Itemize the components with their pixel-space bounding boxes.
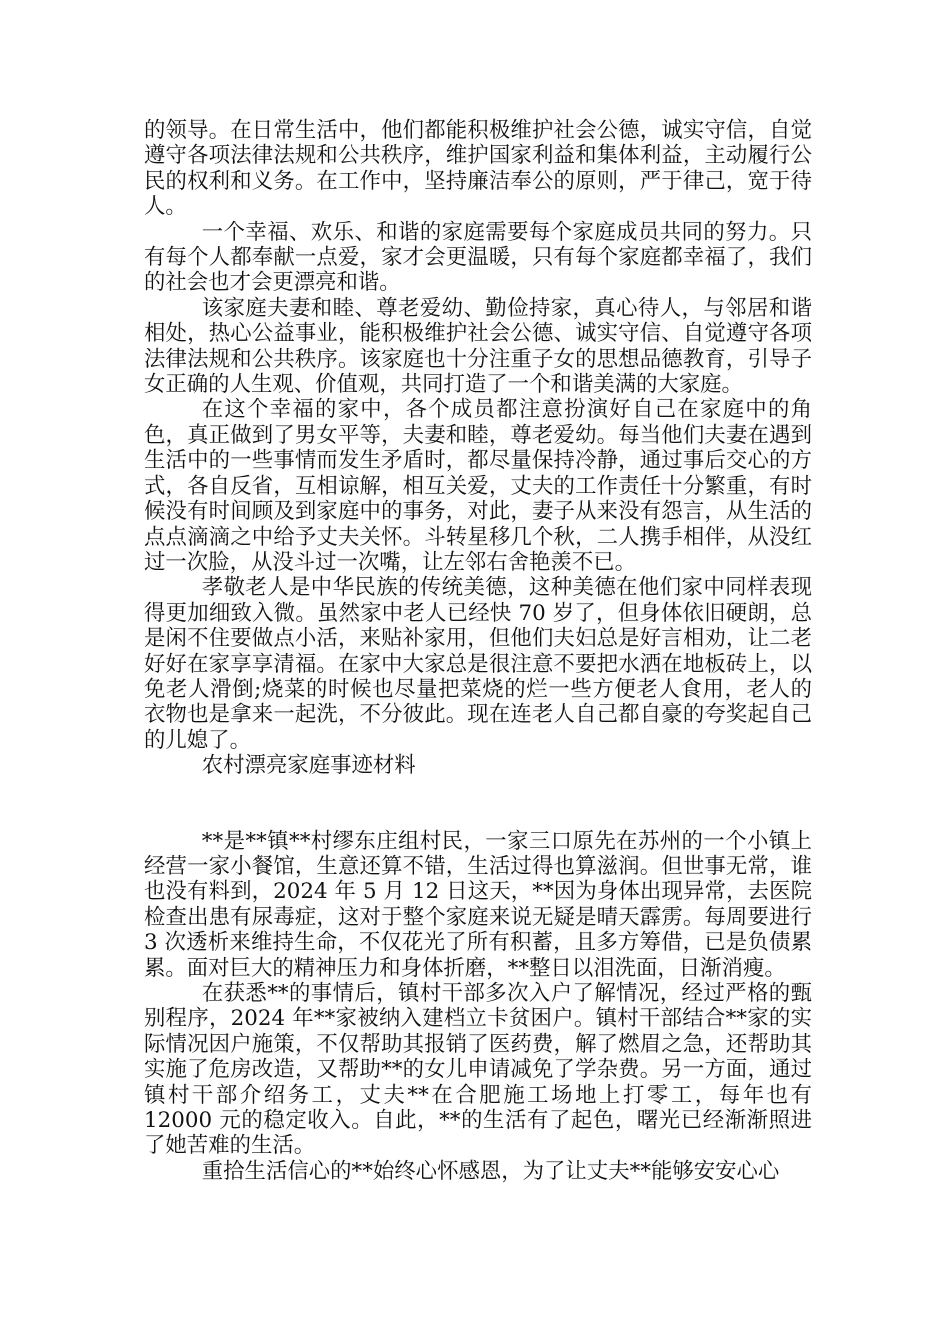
paragraph-8: 重拾生活信心的**始终心怀感恩，为了让丈夫**能够安安心心 (201, 1158, 780, 1184)
paragraph-6: **是**镇**村缪东庄组村民，一家三口原先在苏州的一个小镇上经营一家小餐馆，生意还算不错，生活过得也算滋润。但世事无常，谁也没有料到，2024 年 5 月 12 日这天，**因为身体出现异常，去医院检查出患有尿毒症，这对于整个家庭来说无疑是晴天霹雳。每周要进行 3 次透析来维持生命，不仅花光了所有积蓄，且多方筹借，已是负债累累。面对巨大的精神压力和身体折磨，**整日以泪洗面，日渐消瘦。 (144, 828, 812, 981)
paragraph-1: 的领导。在日常生活中，他们都能积极维护社会公德，诚实守信，自觉遵守各项法律法规和公共秩序，维护国家利益和集体利益，主动履行公民的权利和义务。在工作中，坚持廉洁奉公的原则，严于律己，宽于待人。 (144, 118, 812, 220)
section-title: 农村漂亮家庭事迹材料 (201, 753, 416, 779)
paragraph-4: 在这个幸福的家中，各个成员都注意扮演好自己在家庭中的角色，真正做到了男女平等，夫妻和睦，尊老爱幼。每当他们夫妻在遇到生活中的一些事情而发生矛盾时，都尽量保持冷静，通过事后交心的方式，各自反省，互相谅解，相互关爱，丈夫的工作责任十分繁重，有时候没有时间顾及到家庭中的事务，对此，妻子从来没有怨言，从生活的点点滴滴之中给予丈夫关怀。斗转星移几个秋，二人携手相伴，从没红过一次脸，从没斗过一次嘴，让左邻右舍艳羡不已。 (144, 397, 812, 575)
paragraph-2: 一个幸福、欢乐、和谐的家庭需要每个家庭成员共同的努力。只有每个人都奉献一点爱，家才会更温暖，只有每个家庭都幸福了，我们的社会也才会更漂亮和谐。 (144, 219, 812, 296)
paragraph-7: 在获悉**的事情后，镇村干部多次入户了解情况，经过严格的甄别程序，2024 年**家被纳入建档立卡贫困户。镇村干部结合**家的实际情况因户施策，不仅帮助其报销了医药费，解了燃眉之急，还帮助其实施了危房改造，又帮助**的女儿申请减免了学杂费。另一方面，通过镇村干部介绍务工，丈夫**在合肥施工场地上打零工，每年也有 12000 元的稳定收入。自此，**的生活有了起色，曙光已经渐渐照进了她苦难的生活。 (144, 981, 812, 1159)
paragraph-3: 该家庭夫妻和睦、尊老爱幼、勤俭持家，真心待人，与邻居和谐相处，热心公益事业，能积极维护社会公德、诚实守信、自觉遵守各项法律法规和公共秩序。该家庭也十分注重子女的思想品德教育，引导子女正确的人生观、价值观，共同打造了一个和谐美满的大家庭。 (144, 295, 812, 398)
paragraph-5: 孝敬老人是中华民族的传统美德，这种美德在他们家中同样表现得更加细致入微。虽然家中老人已经快 70 岁了，但身体依旧硬朗，总是闲不住要做点小活，来贴补家用，但他们夫妇总是好言相劝，让二老好好在家享享清福。在家中大家总是很注意不要把水洒在地板砖上，以免老人滑倒;烧菜的时候也尽量把菜烧的烂一些方便老人食用，老人的衣物也是拿来一起洗，不分彼此。现在连老人自己都自豪的夸奖起自己的儿媳了。 (144, 575, 812, 753)
document-page (144, 118, 812, 1184)
